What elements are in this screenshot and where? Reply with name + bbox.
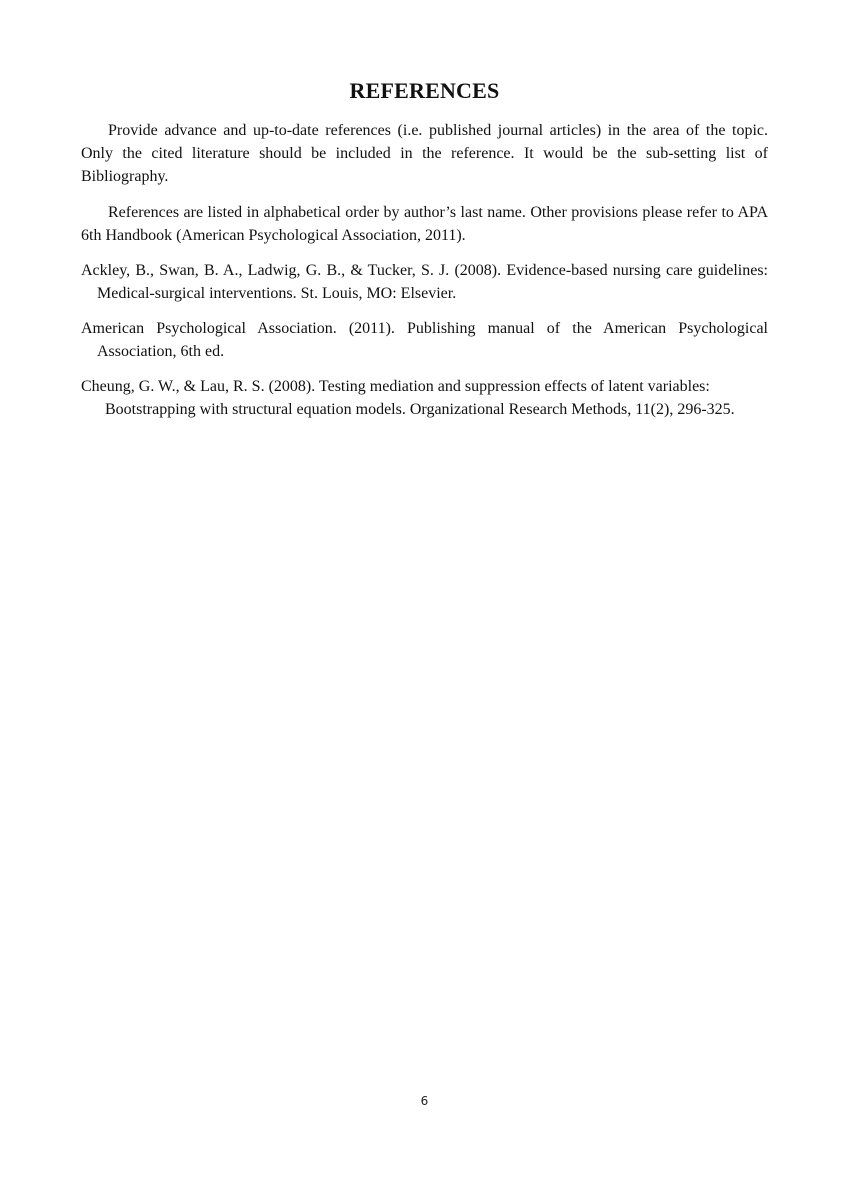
instruction-paragraph-1: Provide advance and up-to-date references (i.e. published journal articles) in the area of the topic. Only the cited literature should be included in the reference. It would be the sub-setting list of Bibliography. <box>81 122 768 185</box>
page-title: REFERENCES <box>349 78 500 103</box>
instruction-paragraph-2: References are listed in alphabetical order by author’s last name. Other provisions please refer to APA 6th Handbook (American Psychological Association, 2011). <box>81 204 768 244</box>
reference-entry: Ackley, B., Swan, B. A., Ladwig, G. B., & Tucker, S. J. (2008). Evidence-based nursing care guidelines: Medical-surgical interventions. St. Louis, MO: Elsevier. <box>81 262 768 302</box>
reference-entry: Cheung, G. W., & Lau, R. S. (2008). Testing mediation and suppression effects of latent variables: Bootstrapping with structural equation models. Organizational Research Methods, 11(2), 296-325. <box>81 378 735 418</box>
reference-entry: American Psychological Association. (2011). Publishing manual of the American Psychological Association, 6th ed. <box>81 320 768 360</box>
page-number: 6 <box>420 1094 429 1108</box>
